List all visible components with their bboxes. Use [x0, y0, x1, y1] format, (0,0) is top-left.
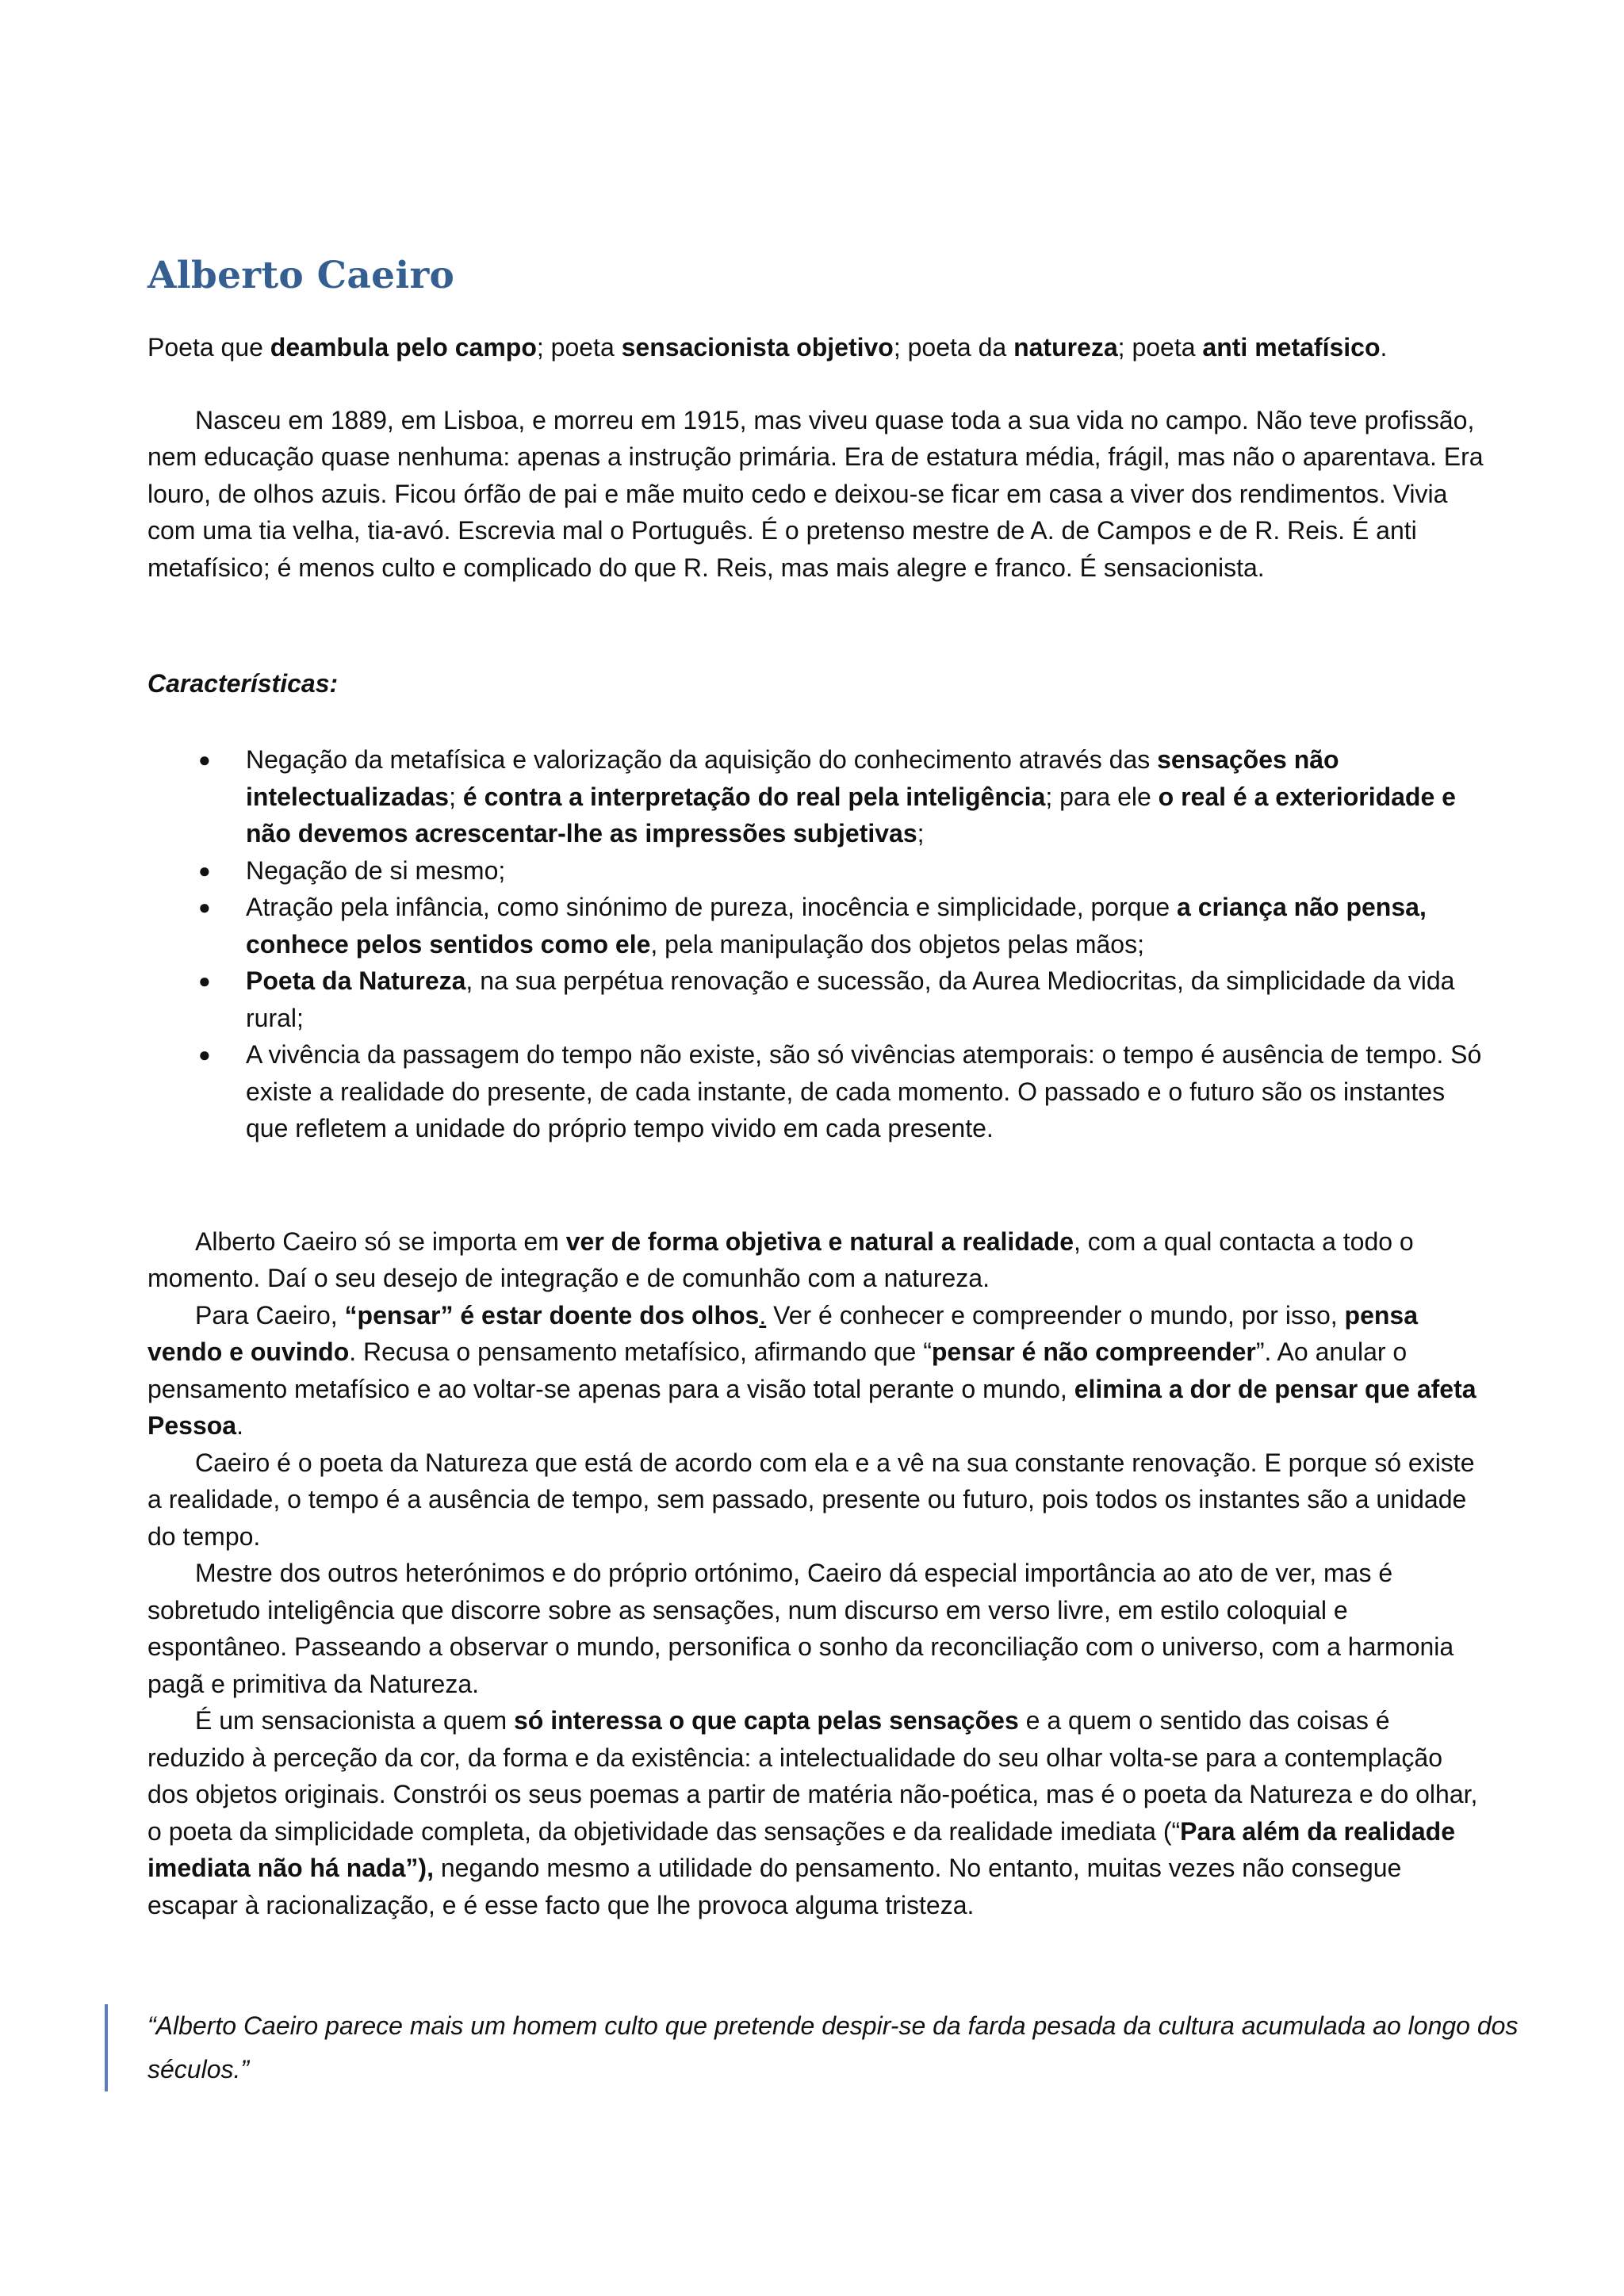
analysis-paragraph [147, 1445, 1488, 1556]
bullet-icon: ● [198, 895, 211, 919]
text-run: . Recusa o pensamento metafísico, afirmando que “ [349, 1337, 932, 1366]
text-run: Ver é conhecer e compreender o mundo, por isso, [766, 1300, 1345, 1330]
text-run: , pela manipulação dos objetos pelas mãos; [650, 929, 1144, 959]
text-run: A vivência da passagem do tempo não existe, são só vivências atemporais: o tempo é ausência de tempo. Só existe a realidade do presente, de cada instante, de cada momento. O passado e o futuro são os instantes que refletem a unidade do próprio tempo vivido em cada presente. [246, 1040, 1482, 1142]
bold-text: pensa vendo e ouvindo [147, 1300, 1418, 1366]
text-run: e a quem o sentido das coisas é reduzido à perceção da cor, da forma e da existência: a intelectualidade do seu olhar volta-se para a contemplação dos objetos originais. Constrói os seus poemas a partir de matéria não-poética, mas é o poeta da Natureza e do olhar, o poeta da simplicidade completa, da objetividade das sensações e da realidade imediata (“ [147, 1706, 1478, 1846]
biography-paragraph: Nasceu em 1889, em Lisboa, e morreu em 1915, mas viveu quase toda a sua vida no campo. Não teve profissão, nem educação quase nenhuma: apenas a instrução primária. Era de estatura média, frágil, mas não o aparentava. Era louro, de olhos azuis. Ficou órfão de pai e mãe muito cedo e deixou-se ficar em casa a viver dos rendimentos. Vivia com uma tia velha, tia-avó. Escrevia mal o Português. É o pretenso mestre de A. de Campos e de R. Reis. É anti metafísico; é menos culto e complicado do que R. Reis, mas mais alegre e franco. É sensacionista. [147, 405, 1484, 582]
bold-text: é contra a interpretação do real pela inteligência [462, 782, 1046, 811]
characteristics-list [147, 741, 1488, 1147]
text-run: negando mesmo a utilidade do pensamento. No entanto, muitas vezes não consegue escapar à racionalização, e é esse facto que lhe provoca alguma tristeza. [147, 1854, 1402, 1919]
page-title: Alberto Caeiro [147, 254, 455, 297]
bold-text: “pensar” é estar doente dos olhos [344, 1300, 760, 1330]
text-run: , com a qual contacta a todo o momento. Daí o seu desejo de integração e de comunhão com a natureza. [147, 1226, 1414, 1292]
analysis-paragraph [147, 1555, 1488, 1702]
list-item [147, 889, 1488, 962]
list-item-text [246, 745, 1456, 848]
text-run: Negação da metafísica e valorização da aquisição do conhecimento através das [246, 745, 1158, 774]
text-run: Poeta que [147, 333, 270, 362]
bold-text: deambula pelo campo [270, 333, 537, 362]
text-run: Caeiro é o poeta da Natureza que está de acordo com ela e a vê na sua constante renovação. E porque só existe a realidade, o tempo é a ausência de tempo, sem passado, presente ou futuro, pois todos os instantes são a unidade do tempo. [147, 1448, 1475, 1551]
bold-text: Poeta da Natureza [246, 966, 466, 995]
list-item-text [246, 1040, 1481, 1142]
block-quote: “Alberto Caeiro parece mais um homem culto que pretende despir-se da farda pesada da cultura acumulada ao longo dos séculos.” [105, 2004, 1527, 2091]
bold-text: sensações não intelectualizadas [246, 745, 1339, 811]
text-run: É um sensacionista a quem [195, 1706, 514, 1735]
bold-text: natureza [1013, 333, 1118, 362]
intro-paragraph [147, 329, 1488, 366]
bullet-icon: ● [198, 1043, 211, 1066]
text-run: . [759, 1300, 767, 1330]
text-run: . [1380, 333, 1388, 362]
text-run: ; poeta [536, 333, 622, 362]
bullet-icon: ● [198, 748, 211, 771]
list-item-text [246, 893, 1427, 959]
bold-text: ver de forma objetiva e natural a realidade [565, 1226, 1074, 1256]
analysis-paragraph [147, 1297, 1488, 1445]
analysis-paragraph [147, 1702, 1488, 1923]
bullet-icon: ● [198, 858, 211, 882]
text-run: ; [917, 819, 925, 848]
text-run: ; poeta [1117, 333, 1203, 362]
text-run: , na sua perpétua renovação e sucessão, da Aurea Mediocritas, da simplicidade da vida rural; [246, 966, 1455, 1032]
bullet-icon: ● [198, 969, 211, 993]
text-run: Para Caeiro, [195, 1300, 345, 1330]
list-item-text [246, 856, 505, 885]
bold-text: a criança não pensa, conhece pelos sentidos como ele [246, 893, 1427, 959]
bold-text: anti metafísico [1202, 333, 1381, 362]
bold-text: sensacionista objetivo [621, 333, 894, 362]
text-run: . [236, 1411, 243, 1440]
bold-text: pensar é não compreender [931, 1337, 1256, 1366]
bold-text: o real é a exterioridade e não devemos acrescentar-lhe as impressões subjetivas [246, 782, 1456, 848]
text-run: ; poeta da [893, 333, 1014, 362]
text-run: ”. Ao anular o pensamento metafísico e ao voltar-se apenas para a visão total perante o mundo, [147, 1337, 1408, 1403]
text-run: Atração pela infância, como sinónimo de pureza, inocência e simplicidade, porque [246, 893, 1178, 921]
bold-text: Para além da realidade imediata não há nada”), [147, 1816, 1455, 1882]
section-heading: Características: [147, 669, 339, 698]
text-run: Negação de si mesmo; [246, 855, 506, 885]
text-run: ; para ele [1045, 782, 1159, 811]
bold-text: só interessa o que capta pelas sensações [513, 1706, 1019, 1735]
list-item [147, 1036, 1488, 1147]
list-item-text [246, 966, 1454, 1032]
list-item [147, 741, 1488, 852]
text-run: ; [449, 782, 463, 811]
list-item [147, 962, 1488, 1036]
text-run: Alberto Caeiro só se importa em [195, 1226, 566, 1256]
analysis-section [147, 1223, 1488, 1924]
bold-text: elimina a dor de pensar que afeta Pessoa [147, 1374, 1477, 1440]
text-run: Mestre dos outros heterónimos e do próprio ortónimo, Caeiro dá especial importância ao ato de ver, mas é sobretudo inteligência que discorre sobre as sensações, num discurso em verso livre, em estilo coloquial e espontâneo. Passeando a observar o mundo, personifica o sonho da reconciliação com o universo, com a harmonia pagã e primitiva da Natureza. [147, 1559, 1454, 1698]
list-item [147, 852, 1488, 890]
analysis-paragraph [147, 1223, 1488, 1297]
document-body [147, 254, 1488, 1923]
